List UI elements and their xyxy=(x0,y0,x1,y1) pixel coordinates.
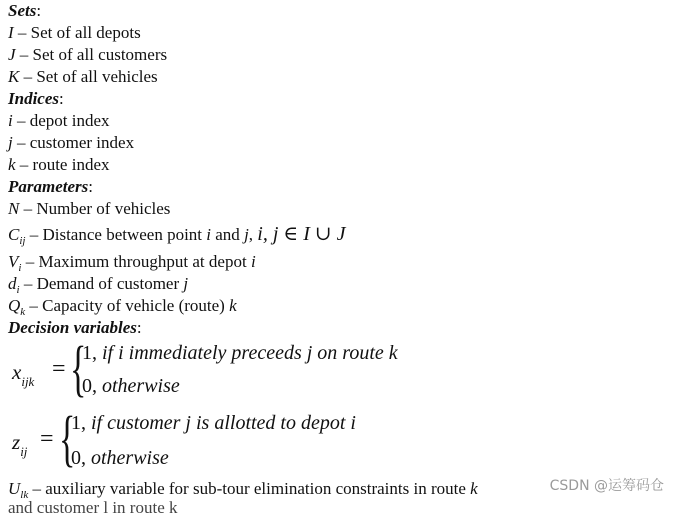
set-item-customers: J – Set of all customers xyxy=(8,45,168,64)
x-ijk-definition xyxy=(8,335,608,408)
set-item-depots: I – Set of all depots xyxy=(8,23,141,42)
index-item-customer: j – customer index xyxy=(8,133,135,152)
x-ijk-lhs: $x_{ijk}$ xyxy=(12,360,35,389)
z-ij-definition xyxy=(8,405,608,478)
x-left-brace: { xyxy=(70,335,87,403)
z-equals-sign: = xyxy=(40,426,54,452)
set-expression: i, j ∈ I ∪ J xyxy=(257,223,346,245)
decision-variables-heading: Decision variables: xyxy=(8,318,142,337)
param-demand: $d_i$ – Demand of customer j xyxy=(8,274,189,296)
sets-heading: Sets: xyxy=(8,1,42,20)
decision-u-lk: $U_{lk}$ – auxiliary variable for sub-tour elimination constraints in route k xyxy=(8,479,478,501)
set-item-vehicles: K – Set of all vehicles xyxy=(8,67,158,86)
x-case-1: 1, if i immediately preceeds j on route k xyxy=(82,342,398,364)
index-item-depot: i – depot index xyxy=(8,111,110,130)
param-capacity: $Q_k$ – Capacity of vehicle (route) k xyxy=(8,296,237,318)
parameters-heading: Parameters: xyxy=(8,177,94,196)
param-number-of-vehicles: N – Number of vehicles xyxy=(8,199,171,218)
x-equals-sign: = xyxy=(52,356,66,382)
z-case-2: 0, otherwise xyxy=(71,447,169,469)
csdn-watermark: CSDN @运筹码仓 xyxy=(549,478,664,494)
z-case-1: 1, if customer j is allotted to depot i xyxy=(71,412,356,434)
z-left-brace: { xyxy=(59,405,76,473)
cut-off-line: and customer l in route k xyxy=(8,498,178,517)
x-case-2: 0, otherwise xyxy=(82,375,180,397)
param-throughput: $V_i$ – Maximum throughput at depot i xyxy=(8,252,256,274)
param-distance: $C_{ij}$ – Distance between point i and j, i, j ∈ I ∪ J xyxy=(8,223,346,247)
indices-heading: Indices: xyxy=(8,89,64,108)
z-ij-lhs: $z_{ij}$ xyxy=(12,430,28,459)
index-item-route: k – route index xyxy=(8,155,110,174)
